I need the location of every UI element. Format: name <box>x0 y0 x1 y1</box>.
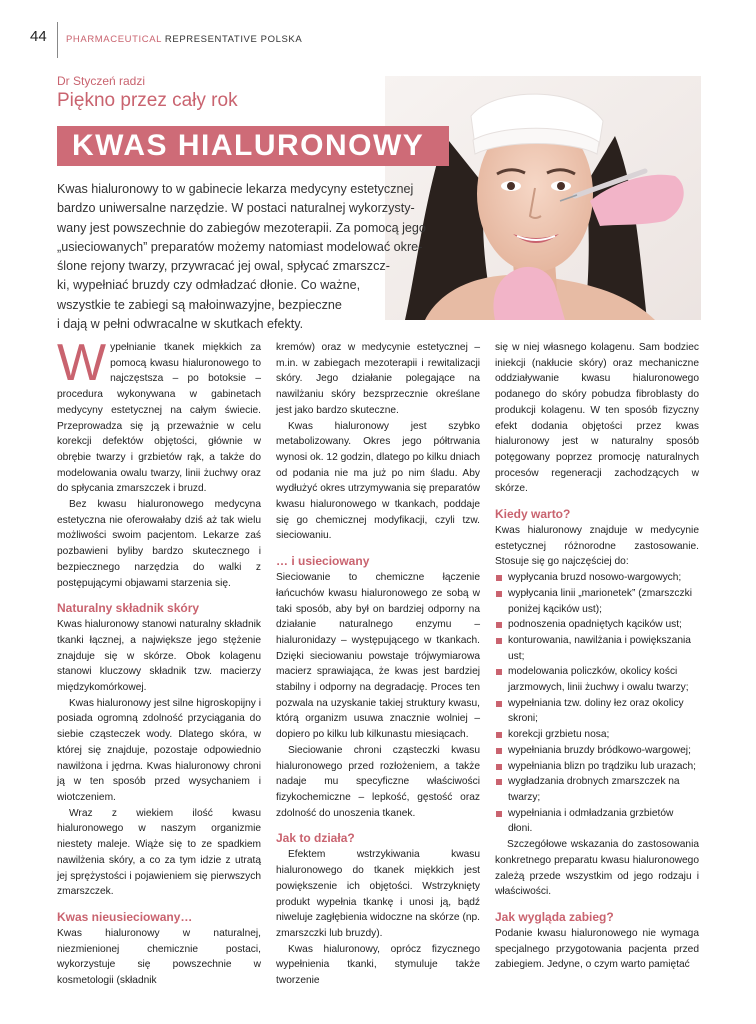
title-band <box>57 126 449 166</box>
lead-line: wszystkie te zabiegi są małoinwazyjne, bezpieczne <box>57 297 342 312</box>
list-item: wygładzania drobnych zmarszczek na twarzy; <box>495 774 699 805</box>
section-heading: … i usieciowany <box>276 554 370 569</box>
lead-line: bardzo uniwersalne narzędzie. W postaci naturalnej wykorzysty- <box>57 201 415 216</box>
body-paragraph: Kwas hialuronowy jest silne higroskopijny i posiada ogromną zdolność przyciągania do siebie cząsteczek wody. Dlatego skóra, w której się znajduje, pozostaje odpowiednio nawilżona i jędrna. Kwas hialuronowy chroni ją w ten sposób przed wysychaniem i wiotczeniem. <box>57 697 261 803</box>
lead-line: wany jest powszechnie do zabiegów mezoterapii. Za pomocą jego <box>57 220 426 235</box>
body-paragraph: Sieciowanie chroni cząsteczki kwasu hialuronowego przed rozłożeniem, a także nadaje mu specyficzne właściwości fizykochemiczne – lepkość, gęstość oraz zdolność do unoszenia tkanek. <box>276 744 480 819</box>
body-paragraph: Sieciowanie to chemiczne łączenie łańcuchów kwasu hialuronowego ze sobą w taki sposób, aby był on bardziej odporny na działanie naturalnego enzymu – hialuronidazy – występującego w tkankach. Dzięki sieciowaniu powstaje trójwymiarowa macierz sprawiająca, że kwas jest bardziej stabilny i odporny na degradację. Proces ten pozwala na uzyskanie takiej struktury kwasu, którą organizm usuwa znacznie wolniej – dopiero po kilku lub kilkunastu miesiącach. <box>276 572 480 741</box>
indications-list <box>495 570 699 837</box>
column-3 <box>495 340 699 973</box>
list-item: podnoszenia opadniętych kącików ust; <box>495 617 699 633</box>
intro-paragraph <box>57 334 261 497</box>
magazine-title-rest: REPRESENTATIVE POLSKA <box>164 34 303 45</box>
body-paragraph: Efektem wstrzykiwania kwasu hialuronowego do tkanek miękkich jest powiększenie ich objętości. Wstrzyknięty produkt wypełnia tkankę i unosi ją, bądź niweluje zagłębienia widoczne na skórze (np. zmarszczki lub bruzdy). <box>276 849 480 939</box>
column-2 <box>276 340 480 989</box>
lead-line: ki, wypełniać bruzdy czy odmładzać dłonie. Co ważne, <box>57 278 361 293</box>
article-subtitle: Piękno przez cały rok <box>57 90 238 111</box>
body-paragraph: kremów) oraz w medycynie estetycznej – m.in. w zabiegach mezoterapii i rewitalizacji skóry. Jego działanie polegające na nawilżaniu skóry bezsprzecznie określane jest jako bardzo skuteczne. <box>276 342 480 416</box>
list-item: wypłycania linii „marionetek” (zmarszczki poniżej kącików ust); <box>495 586 699 617</box>
section-kicker: Dr Styczeń radzi <box>57 74 146 88</box>
body-paragraph: Szczegółowe wskazania do zastosowania konkretnego preparatu kwasu hialuronowego zależą przede wszystkim od jego rodzaju i właściwości. <box>495 839 699 898</box>
body-paragraph: się w niej własnego kolagenu. Sam bodziec iniekcji (nakłucie skóry) oraz mechaniczne oddziaływanie kwasu hialuronowego podanego do skóry pobudza fibroblasty do produkcji kolagenu. W ten sposób fizyczny efekt dodania objętości przez kwas hialuronowy jest w naturalny sposób potęgowany poprzez promocję naturalnych procesów regeneracji zachodzących w skórze. <box>495 342 699 495</box>
lead-line: Kwas hialuronowy to w gabinecie lekarza medycyny estetycznej <box>57 182 414 196</box>
body-paragraph: Bez kwasu hialuronowego medycyna estetyczna nie oferowałaby dziś aż tak wielu możliwości swoim pacjentom. Lekarze zaś pozbawieni byliby bardzo skutecznego i bezpiecznego narzędzia do walki z postępującymi objawami starzenia się. <box>57 499 261 589</box>
magazine-title <box>66 34 302 45</box>
body-paragraph: Kwas hialuronowy, oprócz fizycznego wypełnienia tkanki, stymuluje także tworzenie <box>276 943 480 987</box>
article-title: KWAS HIALURONOWY <box>72 129 425 162</box>
list-item: wypełniania blizn po trądziku lub urazach; <box>495 759 699 775</box>
lead-paragraph <box>57 180 457 334</box>
lead-line: ślone rejony twarzy, przywracać jej owal, spłycać zmarszcz- <box>57 259 390 274</box>
magazine-brand: PHARMACEUTICAL <box>66 34 162 45</box>
section-heading: Naturalny składnik skóry <box>57 601 200 616</box>
section-heading: Jak to działa? <box>276 831 355 846</box>
section-heading: Kiedy warto? <box>495 507 571 522</box>
lead-line: „usieciowanych” preparatów możemy natomiast modelować okre- <box>57 239 423 254</box>
list-item: wypełniania i odmładzania grzbietów dłoni. <box>495 806 699 837</box>
body-paragraph: Wraz z wiekiem ilość kwasu hialuronowego w naszym organizmie niestety maleje. Wiąże się to ze spadkiem nawilżenia skóry, a co za tym idzie z utratą jej sprężystości i pojawieniem się pierwszych zmarszczek. <box>57 807 261 898</box>
list-item: wypełniania tzw. doliny łez oraz okolicy skroni; <box>495 696 699 727</box>
body-paragraph: Podanie kwasu hialuronowego nie wymaga specjalnego przygotowania pacjenta przed zabiegiem. Jedyne, o czym warto pamiętać <box>495 927 699 971</box>
body-paragraph: Kwas hialuronowy jest szybko metabolizowany. Okres jego półtrwania wynosi ok. 12 godzin, dlatego po kilku dniach od podania nie ma już po nim śladu. Aby wydłużyć okres utrzymywania się preparatów kwasu hialuronowego w tkankach, poddaje się go chemicznej modyfikacji, czyli tzw. sieciowaniu. <box>276 420 480 542</box>
list-item: modelowania policzków, okolicy kości jarzmowych, linii żuchwy i owalu twarzy; <box>495 664 699 695</box>
lead-line: i dają w pełni odwracalne w skutkach efekty. <box>57 317 304 332</box>
column-1 <box>57 334 261 989</box>
list-item: konturowania, nawilżania i powiększania ust; <box>495 633 699 664</box>
header-divider <box>57 22 58 58</box>
body-paragraph: Kwas hialuronowy znajduje w medycynie estetycznej różnorodne zastosowanie. Stosuje się go najczęściej do: <box>495 525 699 568</box>
intro-text: ypełnianie tkanek miękkich za pomocą kwasu hialuronowego to najczęstsza – po botoksie – procedura wykonywana w gabinetach medycyny estetycznej na całym świecie. Przeprowadza się ją przeważnie w celu korekcji defektów objętości, głównie w obrębie twarzy i grzbietów rąk, a także do modelowania owalu twarzy, linii żuchwy oraz do spłycania zmarszczek i bruzd. <box>57 342 261 495</box>
page-number: 44 <box>30 28 47 45</box>
section-heading: Jak wygląda zabieg? <box>495 909 614 924</box>
section-heading: Kwas nieusieciowany… <box>57 909 193 924</box>
body-paragraph: Kwas hialuronowy w naturalnej, niezmienionej chemicznie postaci, wykorzystuje się powszechnie w kosmetologii (składnik <box>57 927 261 987</box>
list-item: wypłycania bruzd nosowo-wargowych; <box>495 570 699 586</box>
list-item: wypełniania bruzdy bródkowo-wargowej; <box>495 743 699 759</box>
body-paragraph: Kwas hialuronowy stanowi naturalny składnik tkanki łącznej, a największe jego stężenie znajduje się w skórze. Obok kolagenu stanowi kluczowy składnik tzw. macierzy międzykomórkowej. <box>57 619 261 694</box>
list-item: korekcji grzbietu nosa; <box>495 727 699 743</box>
drop-cap: W <box>57 334 107 392</box>
